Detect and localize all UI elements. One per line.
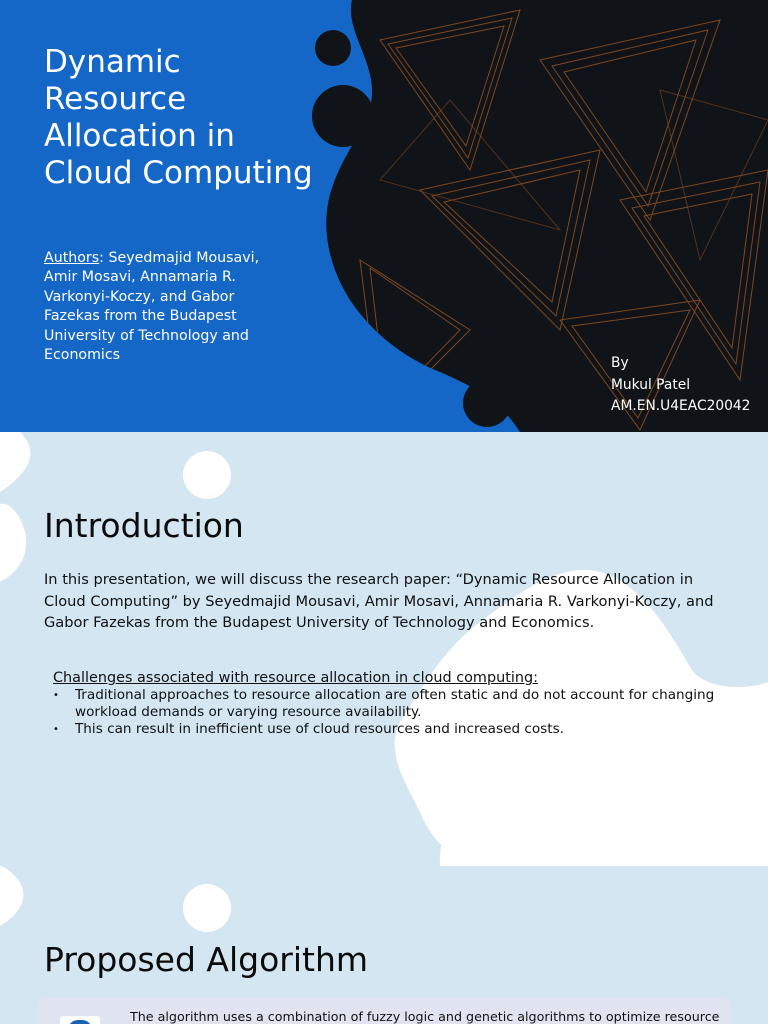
authors-list: : Seyedmajid Mousavi, Amir Mosavi, Annamaria R. Varkonyi-Koczy, and Gabor Fazekas from the Budapest University of Technology and Economics bbox=[44, 250, 260, 364]
roll-number: AM.EN.U4EAC20042 bbox=[611, 398, 751, 414]
background-shapes bbox=[0, 432, 768, 866]
introduction-slide bbox=[0, 432, 768, 866]
presenter-name: Mukul Patel bbox=[611, 376, 691, 393]
challenges-title: Challenges associated with resource allocation in cloud computing: bbox=[53, 670, 538, 686]
bullet-text: Traditional approaches to resource allocation are often static and do not account for changing workload demands or varying resource availability. bbox=[75, 687, 715, 720]
card-text: The algorithm uses a combination of fuzzy logic and genetic algorithms to optimize resource bbox=[130, 1009, 720, 1024]
list-item bbox=[53, 687, 743, 721]
algorithm-slide bbox=[0, 866, 768, 1024]
list-item bbox=[53, 721, 743, 738]
presentation-title: Dynamic Resource Allocation in Cloud Computing bbox=[44, 44, 313, 191]
proposed-algorithm-heading: Proposed Algorithm bbox=[44, 940, 369, 979]
authors-label: Authors bbox=[44, 250, 100, 266]
challenges-section bbox=[53, 670, 743, 738]
introduction-heading: Introduction bbox=[44, 506, 244, 545]
authors-text bbox=[44, 249, 280, 365]
presenter-block bbox=[611, 353, 750, 418]
bullet-icon: • bbox=[53, 690, 59, 701]
bullet-icon: • bbox=[53, 724, 59, 735]
bullet-text: This can result in inefficient use of cloud resources and increased costs. bbox=[75, 721, 564, 737]
introduction-text: In this presentation, we will discuss the research paper: “Dynamic Resource Allocation in Cloud Computing” by Seyedmajid Mousavi, Amir Mosavi, Annamaria R. Varkonyi-Koczy, and Gabor Fazekas from the Budapest University of Technology and Economics. bbox=[44, 571, 714, 631]
content-card bbox=[38, 998, 730, 1024]
card-icon bbox=[60, 1016, 100, 1024]
by-label: By bbox=[611, 355, 629, 371]
title-slide bbox=[0, 0, 768, 432]
